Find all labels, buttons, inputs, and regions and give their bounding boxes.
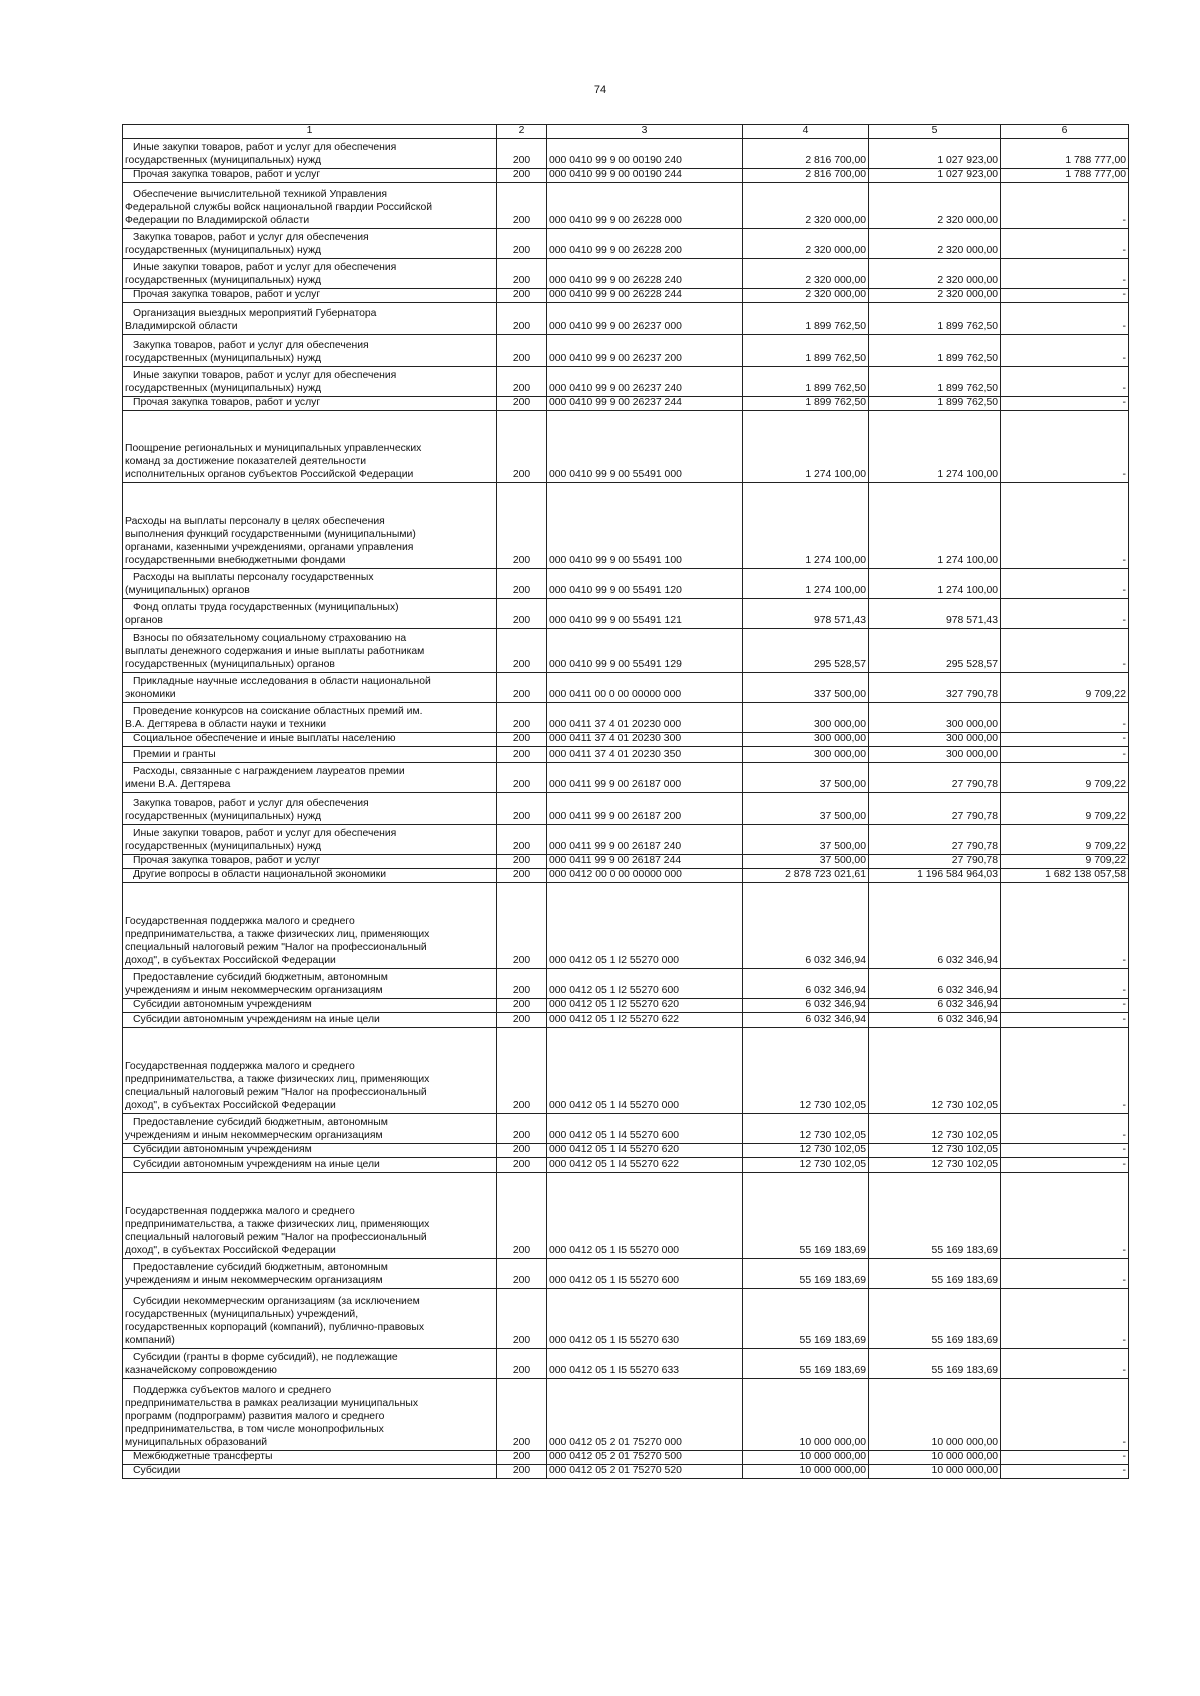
row-budget-code: 000 0412 05 2 01 75270 500 [547, 1450, 743, 1464]
row-budget-code: 000 0412 05 1 I5 55270 000 [547, 1172, 743, 1258]
row-executed-amount: 2 320 000,00 [869, 229, 1001, 259]
row-name: Прочая закупка товаров, работ и услуг [123, 855, 497, 869]
row-section-code: 200 [497, 289, 547, 303]
row-budget-code: 000 0410 99 9 00 55491 121 [547, 599, 743, 629]
row-approved-amount: 55 169 183,69 [743, 1258, 869, 1288]
row-section-code: 200 [497, 1348, 547, 1378]
row-executed-amount: 1 027 923,00 [869, 139, 1001, 169]
row-section-code: 200 [497, 868, 547, 882]
table-body [123, 139, 1129, 1479]
table-row [123, 569, 1129, 599]
table-row [123, 793, 1129, 825]
table-row [123, 998, 1129, 1012]
row-unexecuted-amount: 9 709,22 [1001, 763, 1129, 793]
row-approved-amount: 2 878 723 021,61 [743, 868, 869, 882]
row-executed-amount: 295 528,57 [869, 629, 1001, 673]
row-name: Субсидии [123, 1464, 497, 1478]
row-name: Государственная поддержка малого и среднего предпринимательства, а также физических лиц, применяющих специальный налоговый режим "Налог на профессиональный доход", в субъектах Российской Федерации [123, 882, 497, 968]
row-approved-amount: 2 320 000,00 [743, 229, 869, 259]
row-name: Иные закупки товаров, работ и услуг для обеспечения государственных (муниципальных) нужд [123, 367, 497, 397]
row-section-code: 200 [497, 303, 547, 335]
row-name: Другие вопросы в области национальной экономики [123, 868, 497, 882]
row-budget-code: 000 0410 99 9 00 55491 120 [547, 569, 743, 599]
row-approved-amount: 1 274 100,00 [743, 411, 869, 483]
row-budget-code: 000 0410 99 9 00 26228 240 [547, 259, 743, 289]
row-section-code: 200 [497, 673, 547, 703]
row-executed-amount: 6 032 346,94 [869, 882, 1001, 968]
row-unexecuted-amount: - [1001, 1157, 1129, 1172]
row-executed-amount: 1 274 100,00 [869, 411, 1001, 483]
row-executed-amount: 12 730 102,05 [869, 1143, 1001, 1157]
row-name: Расходы, связанные с награждением лауреатов премии имени В.А. Дегтярева [123, 763, 497, 793]
row-unexecuted-amount: - [1001, 1143, 1129, 1157]
row-budget-code: 000 0410 99 9 00 55491 129 [547, 629, 743, 673]
table-row [123, 703, 1129, 733]
row-unexecuted-amount: - [1001, 1378, 1129, 1450]
row-approved-amount: 1 274 100,00 [743, 483, 869, 569]
row-name: Субсидии автономным учреждениям [123, 998, 497, 1012]
row-name: Расходы на выплаты персоналу в целях обеспечения выполнения функций государственными (муниципальными) органами, казенными учреждениями, органами управления государственными внебюджетными фондами [123, 483, 497, 569]
row-section-code: 200 [497, 793, 547, 825]
table-row [123, 1450, 1129, 1464]
row-unexecuted-amount: - [1001, 569, 1129, 599]
row-approved-amount: 6 032 346,94 [743, 998, 869, 1012]
row-executed-amount: 27 790,78 [869, 763, 1001, 793]
row-name: Организация выездных мероприятий Губернатора Владимирской области [123, 303, 497, 335]
row-name: Предоставление субсидий бюджетным, автономным учреждениям и иным некоммерческим организациям [123, 968, 497, 998]
row-name: Поощрение региональных и муниципальных управленческих команд за достижение показателей деятельности исполнительных органов субъектов Российской Федерации [123, 411, 497, 483]
table-row [123, 1348, 1129, 1378]
table-row [123, 747, 1129, 763]
column-header: 3 [547, 125, 743, 139]
row-approved-amount: 55 169 183,69 [743, 1288, 869, 1348]
row-name: Взносы по обязательному социальному страхованию на выплаты денежного содержания и иные выплаты работникам государственных (муниципальных) органов [123, 629, 497, 673]
row-executed-amount: 1 899 762,50 [869, 303, 1001, 335]
table-row [123, 1258, 1129, 1288]
row-section-code: 200 [497, 763, 547, 793]
row-name: Прочая закупка товаров, работ и услуг [123, 397, 497, 411]
row-name: Государственная поддержка малого и среднего предпринимательства, а также физических лиц, применяющих специальный налоговый режим "Налог на профессиональный доход", в субъектах Российской Федерации [123, 1172, 497, 1258]
row-unexecuted-amount: 1 788 777,00 [1001, 169, 1129, 183]
table-row [123, 968, 1129, 998]
row-executed-amount: 1 274 100,00 [869, 569, 1001, 599]
table-row [123, 1027, 1129, 1113]
table-row [123, 397, 1129, 411]
table-row [123, 1012, 1129, 1027]
row-unexecuted-amount: 9 709,22 [1001, 673, 1129, 703]
row-executed-amount: 1 274 100,00 [869, 483, 1001, 569]
row-unexecuted-amount: - [1001, 303, 1129, 335]
row-name: Фонд оплаты труда государственных (муниципальных) органов [123, 599, 497, 629]
table-row [123, 1172, 1129, 1258]
row-unexecuted-amount: - [1001, 1450, 1129, 1464]
row-section-code: 200 [497, 703, 547, 733]
row-section-code: 200 [497, 411, 547, 483]
table-row [123, 763, 1129, 793]
row-unexecuted-amount: - [1001, 229, 1129, 259]
row-section-code: 200 [497, 733, 547, 747]
row-approved-amount: 1 899 762,50 [743, 397, 869, 411]
row-section-code: 200 [497, 882, 547, 968]
row-section-code: 200 [497, 1172, 547, 1258]
table-row [123, 868, 1129, 882]
row-name: Субсидии автономным учреждениям на иные цели [123, 1157, 497, 1172]
row-executed-amount: 1 196 584 964,03 [869, 868, 1001, 882]
row-budget-code: 000 0411 00 0 00 00000 000 [547, 673, 743, 703]
row-name: Субсидии автономным учреждениям [123, 1143, 497, 1157]
row-budget-code: 000 0412 05 1 I5 55270 630 [547, 1288, 743, 1348]
table-row [123, 169, 1129, 183]
row-executed-amount: 10 000 000,00 [869, 1378, 1001, 1450]
row-unexecuted-amount: - [1001, 968, 1129, 998]
row-section-code: 200 [497, 1464, 547, 1478]
row-section-code: 200 [497, 825, 547, 855]
row-unexecuted-amount: - [1001, 1464, 1129, 1478]
row-unexecuted-amount: - [1001, 1113, 1129, 1143]
row-name: Предоставление субсидий бюджетным, автономным учреждениям и иным некоммерческим организациям [123, 1258, 497, 1288]
row-section-code: 200 [497, 183, 547, 229]
row-unexecuted-amount: - [1001, 367, 1129, 397]
table-row [123, 855, 1129, 869]
row-unexecuted-amount: - [1001, 397, 1129, 411]
row-budget-code: 000 0412 05 2 01 75270 000 [547, 1378, 743, 1450]
row-approved-amount: 2 320 000,00 [743, 259, 869, 289]
row-executed-amount: 55 169 183,69 [869, 1258, 1001, 1288]
row-approved-amount: 12 730 102,05 [743, 1113, 869, 1143]
row-section-code: 200 [497, 1258, 547, 1288]
column-header: 5 [869, 125, 1001, 139]
row-budget-code: 000 0410 99 9 00 00190 244 [547, 169, 743, 183]
row-section-code: 200 [497, 968, 547, 998]
row-executed-amount: 2 320 000,00 [869, 289, 1001, 303]
row-budget-code: 000 0412 05 2 01 75270 520 [547, 1464, 743, 1478]
row-section-code: 200 [497, 1288, 547, 1348]
row-executed-amount: 2 320 000,00 [869, 183, 1001, 229]
row-budget-code: 000 0411 99 9 00 26187 000 [547, 763, 743, 793]
row-budget-code: 000 0412 05 1 I2 55270 620 [547, 998, 743, 1012]
row-name: Социальное обеспечение и иные выплаты населению [123, 733, 497, 747]
row-budget-code: 000 0410 99 9 00 26237 240 [547, 367, 743, 397]
row-approved-amount: 12 730 102,05 [743, 1143, 869, 1157]
row-section-code: 200 [497, 569, 547, 599]
row-approved-amount: 6 032 346,94 [743, 882, 869, 968]
row-section-code: 200 [497, 1113, 547, 1143]
table-row [123, 1113, 1129, 1143]
table-row [123, 733, 1129, 747]
row-budget-code: 000 0412 05 1 I4 55270 622 [547, 1157, 743, 1172]
row-approved-amount: 2 816 700,00 [743, 169, 869, 183]
row-unexecuted-amount: - [1001, 599, 1129, 629]
row-unexecuted-amount: - [1001, 629, 1129, 673]
row-budget-code: 000 0412 05 1 I2 55270 600 [547, 968, 743, 998]
table-row [123, 183, 1129, 229]
row-section-code: 200 [497, 1143, 547, 1157]
row-budget-code: 000 0412 05 1 I2 55270 622 [547, 1012, 743, 1027]
row-budget-code: 000 0412 05 1 I4 55270 600 [547, 1113, 743, 1143]
row-executed-amount: 10 000 000,00 [869, 1450, 1001, 1464]
row-section-code: 200 [497, 259, 547, 289]
row-section-code: 200 [497, 1378, 547, 1450]
row-approved-amount: 55 169 183,69 [743, 1348, 869, 1378]
table-row [123, 629, 1129, 673]
row-name: Межбюджетные трансферты [123, 1450, 497, 1464]
row-budget-code: 000 0411 37 4 01 20230 300 [547, 733, 743, 747]
row-unexecuted-amount: - [1001, 1348, 1129, 1378]
row-budget-code: 000 0412 00 0 00 00000 000 [547, 868, 743, 882]
row-section-code: 200 [497, 483, 547, 569]
row-budget-code: 000 0411 37 4 01 20230 000 [547, 703, 743, 733]
row-budget-code: 000 0410 99 9 00 26228 000 [547, 183, 743, 229]
row-name: Иные закупки товаров, работ и услуг для обеспечения государственных (муниципальных) нужд [123, 139, 497, 169]
row-approved-amount: 12 730 102,05 [743, 1027, 869, 1113]
row-approved-amount: 10 000 000,00 [743, 1378, 869, 1450]
row-unexecuted-amount: - [1001, 483, 1129, 569]
table-row [123, 367, 1129, 397]
row-name: Закупка товаров, работ и услуг для обеспечения государственных (муниципальных) нужд [123, 229, 497, 259]
column-header: 2 [497, 125, 547, 139]
row-name: Предоставление субсидий бюджетным, автономным учреждениям и иным некоммерческим организациям [123, 1113, 497, 1143]
row-unexecuted-amount: - [1001, 733, 1129, 747]
table-row [123, 1378, 1129, 1450]
row-executed-amount: 6 032 346,94 [869, 968, 1001, 998]
row-budget-code: 000 0410 99 9 00 26228 200 [547, 229, 743, 259]
row-section-code: 200 [497, 139, 547, 169]
row-budget-code: 000 0410 99 9 00 55491 100 [547, 483, 743, 569]
row-approved-amount: 1 899 762,50 [743, 303, 869, 335]
budget-table [122, 124, 1129, 1479]
row-executed-amount: 1 899 762,50 [869, 397, 1001, 411]
row-budget-code: 000 0410 99 9 00 26237 200 [547, 335, 743, 367]
row-name: Проведение конкурсов на соискание областных премий им. В.А. Дегтярева в области науки и техники [123, 703, 497, 733]
row-unexecuted-amount: - [1001, 1288, 1129, 1348]
row-approved-amount: 2 320 000,00 [743, 289, 869, 303]
row-executed-amount: 978 571,43 [869, 599, 1001, 629]
row-section-code: 200 [497, 629, 547, 673]
row-approved-amount: 2 320 000,00 [743, 183, 869, 229]
table-row [123, 303, 1129, 335]
row-unexecuted-amount: 9 709,22 [1001, 855, 1129, 869]
row-name: Премии и гранты [123, 747, 497, 763]
row-approved-amount: 2 816 700,00 [743, 139, 869, 169]
row-section-code: 200 [497, 1157, 547, 1172]
row-approved-amount: 300 000,00 [743, 733, 869, 747]
row-approved-amount: 37 500,00 [743, 855, 869, 869]
row-name: Субсидии автономным учреждениям на иные цели [123, 1012, 497, 1027]
row-budget-code: 000 0411 37 4 01 20230 350 [547, 747, 743, 763]
row-executed-amount: 300 000,00 [869, 703, 1001, 733]
row-name: Прочая закупка товаров, работ и услуг [123, 289, 497, 303]
row-approved-amount: 337 500,00 [743, 673, 869, 703]
table-row [123, 289, 1129, 303]
row-unexecuted-amount: 1 788 777,00 [1001, 139, 1129, 169]
row-approved-amount: 6 032 346,94 [743, 968, 869, 998]
row-budget-code: 000 0410 99 9 00 26228 244 [547, 289, 743, 303]
row-section-code: 200 [497, 397, 547, 411]
row-executed-amount: 12 730 102,05 [869, 1027, 1001, 1113]
row-approved-amount: 300 000,00 [743, 747, 869, 763]
row-name: Прочая закупка товаров, работ и услуг [123, 169, 497, 183]
row-executed-amount: 55 169 183,69 [869, 1348, 1001, 1378]
row-approved-amount: 55 169 183,69 [743, 1172, 869, 1258]
table-row [123, 229, 1129, 259]
row-section-code: 200 [497, 747, 547, 763]
row-executed-amount: 2 320 000,00 [869, 259, 1001, 289]
table-row [123, 825, 1129, 855]
table-row [123, 1157, 1129, 1172]
row-section-code: 200 [497, 335, 547, 367]
row-budget-code: 000 0411 99 9 00 26187 240 [547, 825, 743, 855]
row-unexecuted-amount: - [1001, 1012, 1129, 1027]
row-approved-amount: 37 500,00 [743, 793, 869, 825]
row-section-code: 200 [497, 1012, 547, 1027]
row-unexecuted-amount: - [1001, 259, 1129, 289]
column-header: 4 [743, 125, 869, 139]
row-unexecuted-amount: - [1001, 411, 1129, 483]
row-section-code: 200 [497, 998, 547, 1012]
row-approved-amount: 295 528,57 [743, 629, 869, 673]
table-row [123, 259, 1129, 289]
row-section-code: 200 [497, 1027, 547, 1113]
row-executed-amount: 6 032 346,94 [869, 998, 1001, 1012]
row-executed-amount: 12 730 102,05 [869, 1113, 1001, 1143]
row-section-code: 200 [497, 229, 547, 259]
table-row [123, 1288, 1129, 1348]
row-executed-amount: 55 169 183,69 [869, 1172, 1001, 1258]
row-unexecuted-amount: - [1001, 1172, 1129, 1258]
row-section-code: 200 [497, 599, 547, 629]
row-section-code: 200 [497, 169, 547, 183]
row-name: Иные закупки товаров, работ и услуг для обеспечения государственных (муниципальных) нужд [123, 259, 497, 289]
row-executed-amount: 1 899 762,50 [869, 367, 1001, 397]
row-approved-amount: 10 000 000,00 [743, 1450, 869, 1464]
row-unexecuted-amount: - [1001, 1027, 1129, 1113]
row-executed-amount: 327 790,78 [869, 673, 1001, 703]
row-executed-amount: 300 000,00 [869, 747, 1001, 763]
row-budget-code: 000 0410 99 9 00 00190 240 [547, 139, 743, 169]
row-unexecuted-amount: - [1001, 703, 1129, 733]
row-budget-code: 000 0410 99 9 00 55491 000 [547, 411, 743, 483]
row-approved-amount: 37 500,00 [743, 763, 869, 793]
row-executed-amount: 27 790,78 [869, 855, 1001, 869]
table-row [123, 1464, 1129, 1478]
row-name: Иные закупки товаров, работ и услуг для обеспечения государственных (муниципальных) нужд [123, 825, 497, 855]
row-unexecuted-amount: 9 709,22 [1001, 825, 1129, 855]
table-row [123, 411, 1129, 483]
row-executed-amount: 1 899 762,50 [869, 335, 1001, 367]
row-name: Прикладные научные исследования в области национальной экономики [123, 673, 497, 703]
row-budget-code: 000 0412 05 1 I5 55270 600 [547, 1258, 743, 1288]
row-approved-amount: 1 899 762,50 [743, 335, 869, 367]
column-header: 6 [1001, 125, 1129, 139]
page-number: 74 [593, 84, 607, 96]
row-approved-amount: 6 032 346,94 [743, 1012, 869, 1027]
table-row [123, 335, 1129, 367]
row-approved-amount: 1 274 100,00 [743, 569, 869, 599]
row-unexecuted-amount: - [1001, 1258, 1129, 1288]
table-row [123, 599, 1129, 629]
row-name: Обеспечение вычислительной техникой Управления Федеральной службы войск национальной гвардии Российской Федерации по Владимирской области [123, 183, 497, 229]
column-header: 1 [123, 125, 497, 139]
row-budget-code: 000 0410 99 9 00 26237 000 [547, 303, 743, 335]
row-budget-code: 000 0412 05 1 I4 55270 620 [547, 1143, 743, 1157]
row-executed-amount: 12 730 102,05 [869, 1157, 1001, 1172]
row-name: Поддержка субъектов малого и среднего предпринимательства в рамках реализации муниципальных программ (подпрограмм) развития малого и среднего предпринимательства, в том числе монопрофильных муниципальных образований [123, 1378, 497, 1450]
table-row [123, 139, 1129, 169]
row-budget-code: 000 0411 99 9 00 26187 200 [547, 793, 743, 825]
row-executed-amount: 10 000 000,00 [869, 1464, 1001, 1478]
row-budget-code: 000 0412 05 1 I2 55270 000 [547, 882, 743, 968]
row-unexecuted-amount: - [1001, 183, 1129, 229]
row-approved-amount: 300 000,00 [743, 703, 869, 733]
row-unexecuted-amount: - [1001, 882, 1129, 968]
row-approved-amount: 12 730 102,05 [743, 1157, 869, 1172]
row-name: Государственная поддержка малого и среднего предпринимательства, а также физических лиц, применяющих специальный налоговый режим "Налог на профессиональный доход", в субъектах Российской Федерации [123, 1027, 497, 1113]
row-unexecuted-amount: 1 682 138 057,58 [1001, 868, 1129, 882]
table-row [123, 673, 1129, 703]
row-executed-amount: 6 032 346,94 [869, 1012, 1001, 1027]
row-executed-amount: 300 000,00 [869, 733, 1001, 747]
row-section-code: 200 [497, 855, 547, 869]
row-approved-amount: 978 571,43 [743, 599, 869, 629]
row-approved-amount: 10 000 000,00 [743, 1464, 869, 1478]
row-name: Закупка товаров, работ и услуг для обеспечения государственных (муниципальных) нужд [123, 793, 497, 825]
table-header-row [123, 125, 1129, 139]
row-unexecuted-amount: - [1001, 335, 1129, 367]
row-unexecuted-amount: - [1001, 998, 1129, 1012]
row-budget-code: 000 0412 05 1 I5 55270 633 [547, 1348, 743, 1378]
row-unexecuted-amount: 9 709,22 [1001, 793, 1129, 825]
row-name: Расходы на выплаты персоналу государственных (муниципальных) органов [123, 569, 497, 599]
row-unexecuted-amount: - [1001, 289, 1129, 303]
row-unexecuted-amount: - [1001, 747, 1129, 763]
row-budget-code: 000 0412 05 1 I4 55270 000 [547, 1027, 743, 1113]
row-executed-amount: 27 790,78 [869, 793, 1001, 825]
row-budget-code: 000 0411 99 9 00 26187 244 [547, 855, 743, 869]
row-name: Закупка товаров, работ и услуг для обеспечения государственных (муниципальных) нужд [123, 335, 497, 367]
table-row [123, 1143, 1129, 1157]
row-executed-amount: 1 027 923,00 [869, 169, 1001, 183]
row-executed-amount: 55 169 183,69 [869, 1288, 1001, 1348]
row-executed-amount: 27 790,78 [869, 825, 1001, 855]
table-row [123, 483, 1129, 569]
row-section-code: 200 [497, 1450, 547, 1464]
row-name: Субсидии некоммерческим организациям (за исключением государственных (муниципальных) учреждений, государственных корпораций (компаний), публично-правовых компаний) [123, 1288, 497, 1348]
row-approved-amount: 1 899 762,50 [743, 367, 869, 397]
row-name: Субсидии (гранты в форме субсидий), не подлежащие казначейскому сопровождению [123, 1348, 497, 1378]
row-budget-code: 000 0410 99 9 00 26237 244 [547, 397, 743, 411]
row-section-code: 200 [497, 367, 547, 397]
row-approved-amount: 37 500,00 [743, 825, 869, 855]
table-row [123, 882, 1129, 968]
